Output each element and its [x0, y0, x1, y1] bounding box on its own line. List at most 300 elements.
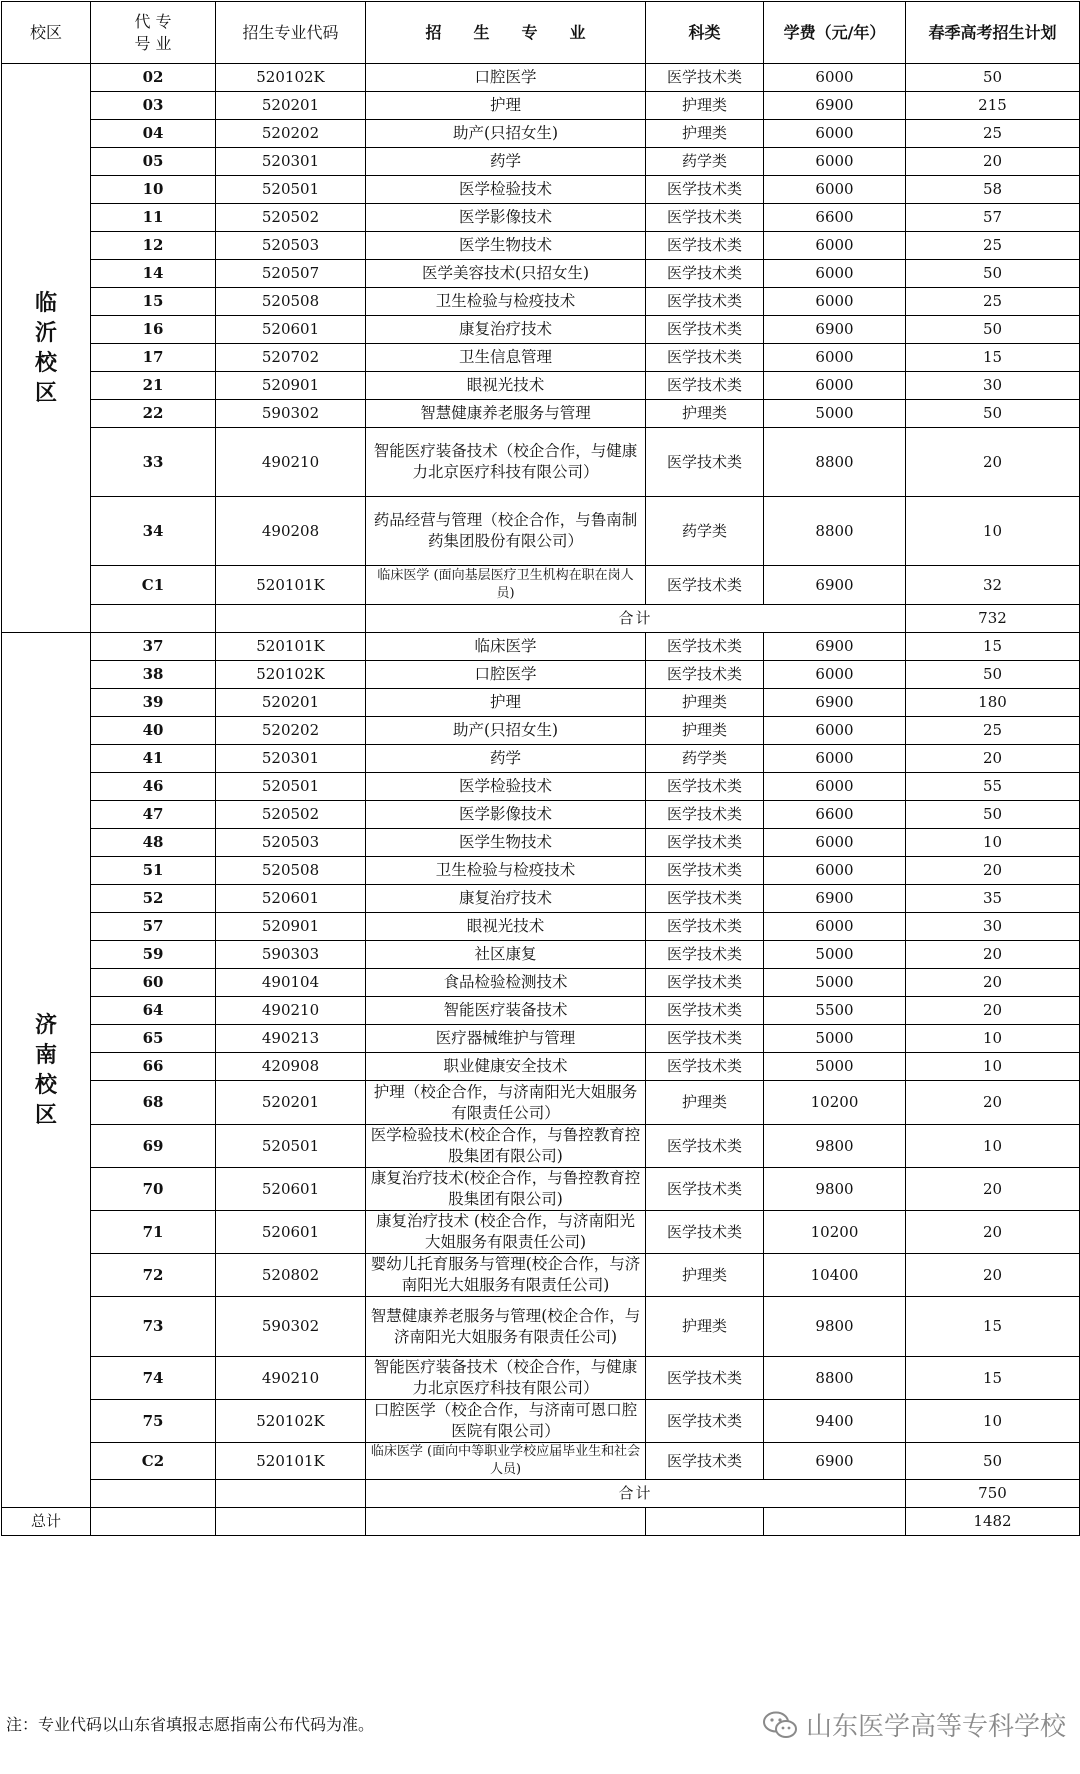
- major-name: 临床医学 (面向基层医疗卫生机构在职在岗人员): [366, 566, 646, 605]
- major-code: 520202: [216, 120, 366, 148]
- category: 护理类: [646, 92, 764, 120]
- campus-name: 临沂校区: [34, 290, 57, 406]
- program-code: 57: [91, 913, 216, 941]
- table-row: [2, 717, 1080, 745]
- category: 医学技术类: [646, 260, 764, 288]
- program-code: 21: [91, 372, 216, 400]
- table-row: [2, 969, 1080, 997]
- subtotal-empty-code: [91, 605, 216, 633]
- major-code: 520102K: [216, 661, 366, 689]
- plan: 58: [906, 176, 1080, 204]
- major-name: 医学生物技术: [366, 829, 646, 857]
- plan: 50: [906, 316, 1080, 344]
- major-name: 护理: [366, 689, 646, 717]
- program-code: 52: [91, 885, 216, 913]
- plan: 20: [906, 1081, 1080, 1125]
- major-code: 520501: [216, 176, 366, 204]
- plan: 25: [906, 232, 1080, 260]
- tuition: 8800: [764, 428, 906, 497]
- category: 护理类: [646, 1081, 764, 1125]
- major-code: 590302: [216, 400, 366, 428]
- tuition: 6000: [764, 913, 906, 941]
- program-code: 38: [91, 661, 216, 689]
- major-code: 520601: [216, 885, 366, 913]
- tuition: 6000: [764, 857, 906, 885]
- tuition: 6000: [764, 829, 906, 857]
- table-row: [2, 1443, 1080, 1480]
- category: 医学技术类: [646, 661, 764, 689]
- program-code: 75: [91, 1400, 216, 1443]
- category: 药学类: [646, 497, 764, 566]
- major-code: 520702: [216, 344, 366, 372]
- program-code: 05: [91, 148, 216, 176]
- major-name: 医疗器械维护与管理: [366, 1025, 646, 1053]
- major-name: 医学检验技术: [366, 176, 646, 204]
- program-code: 04: [91, 120, 216, 148]
- major-code: 520301: [216, 148, 366, 176]
- tuition: 6000: [764, 344, 906, 372]
- major-name: 智慧健康养老服务与管理(校企合作，与济南阳光大姐服务有限责任公司): [366, 1297, 646, 1357]
- tuition: 9400: [764, 1400, 906, 1443]
- major-name: 药学: [366, 745, 646, 773]
- plan: 50: [906, 661, 1080, 689]
- table-row: [2, 1297, 1080, 1357]
- major-name: 护理: [366, 92, 646, 120]
- plan: 50: [906, 801, 1080, 829]
- major-code: 520502: [216, 801, 366, 829]
- major-name: 职业健康安全技术: [366, 1053, 646, 1081]
- major-name: 康复治疗技术(校企合作，与鲁控教育控股集团有限公司): [366, 1168, 646, 1211]
- tuition: 6900: [764, 566, 906, 605]
- program-code: 39: [91, 689, 216, 717]
- tuition: 6000: [764, 288, 906, 316]
- category: 药学类: [646, 148, 764, 176]
- program-code: 37: [91, 633, 216, 661]
- category: 医学技术类: [646, 857, 764, 885]
- tuition: 6900: [764, 885, 906, 913]
- plan: 50: [906, 64, 1080, 92]
- major-code: 490104: [216, 969, 366, 997]
- tuition: 10200: [764, 1081, 906, 1125]
- major-name: 康复治疗技术: [366, 316, 646, 344]
- program-code: 14: [91, 260, 216, 288]
- table-row: [2, 120, 1080, 148]
- tuition: 6000: [764, 232, 906, 260]
- header-major: 招 生 专 业: [366, 2, 646, 64]
- program-code: C1: [91, 566, 216, 605]
- major-name: 护理（校企合作，与济南阳光大姐服务有限责任公司）: [366, 1081, 646, 1125]
- header-code: [91, 2, 216, 64]
- watermark-text: 山东医学高等专科学校: [805, 1712, 1066, 1742]
- major-name: 康复治疗技术: [366, 885, 646, 913]
- tuition: 6000: [764, 372, 906, 400]
- category: 医学技术类: [646, 344, 764, 372]
- table-row: [2, 913, 1080, 941]
- major-code: 520507: [216, 260, 366, 288]
- program-code: C2: [91, 1443, 216, 1480]
- program-code: 72: [91, 1254, 216, 1297]
- tuition: 6000: [764, 148, 906, 176]
- table-row: [2, 885, 1080, 913]
- category: 医学技术类: [646, 232, 764, 260]
- admission-plan-sheet: [1, 1, 1080, 1536]
- major-code: 520503: [216, 232, 366, 260]
- program-code: 70: [91, 1168, 216, 1211]
- program-code: 11: [91, 204, 216, 232]
- category: 护理类: [646, 400, 764, 428]
- major-name: 临床医学: [366, 633, 646, 661]
- category: 医学技术类: [646, 428, 764, 497]
- major-name: 口腔医学（校企合作，与济南可恩口腔医院有限公司）: [366, 1400, 646, 1443]
- plan: 20: [906, 969, 1080, 997]
- major-name: 婴幼儿托育服务与管理(校企合作，与济南阳光大姐服务有限责任公司): [366, 1254, 646, 1297]
- table-row: [2, 857, 1080, 885]
- table-row: [2, 801, 1080, 829]
- plan: 50: [906, 1443, 1080, 1480]
- category: 医学技术类: [646, 913, 764, 941]
- table-row: [2, 497, 1080, 566]
- major-name: 卫生检验与检疫技术: [366, 857, 646, 885]
- category: 医学技术类: [646, 941, 764, 969]
- major-name: 智能医疗装备技术（校企合作，与健康力北京医疗科技有限公司）: [366, 428, 646, 497]
- table-row: [2, 260, 1080, 288]
- plan: 180: [906, 689, 1080, 717]
- program-code: 68: [91, 1081, 216, 1125]
- plan: 10: [906, 829, 1080, 857]
- category: 护理类: [646, 1254, 764, 1297]
- category: 医学技术类: [646, 1025, 764, 1053]
- major-code: 520601: [216, 316, 366, 344]
- category: 医学技术类: [646, 372, 764, 400]
- category: 护理类: [646, 120, 764, 148]
- major-code: 490210: [216, 997, 366, 1025]
- major-name: 医学生物技术: [366, 232, 646, 260]
- program-code: 51: [91, 857, 216, 885]
- campus-name: 济南校区: [34, 1012, 57, 1128]
- tuition: 6900: [764, 633, 906, 661]
- major-code: 520601: [216, 1168, 366, 1211]
- header-plan: 春季高考招生计划: [906, 2, 1080, 64]
- major-code: 590302: [216, 1297, 366, 1357]
- tuition: 5000: [764, 941, 906, 969]
- table-row: [2, 64, 1080, 92]
- table-row: [2, 232, 1080, 260]
- major-code: 520601: [216, 1211, 366, 1254]
- major-code: 520101K: [216, 1443, 366, 1480]
- tuition: 5000: [764, 400, 906, 428]
- subtotal-label: 合计: [366, 1480, 906, 1508]
- major-name: 卫生信息管理: [366, 344, 646, 372]
- table-row: [2, 316, 1080, 344]
- plan: 55: [906, 773, 1080, 801]
- plan: 30: [906, 913, 1080, 941]
- program-code: 60: [91, 969, 216, 997]
- header-row: [2, 2, 1080, 64]
- plan: 15: [906, 633, 1080, 661]
- program-code: 15: [91, 288, 216, 316]
- major-name: 医学美容技术(只招女生): [366, 260, 646, 288]
- table-row: [2, 1211, 1080, 1254]
- tuition: 9800: [764, 1168, 906, 1211]
- category: 医学技术类: [646, 1357, 764, 1400]
- major-name: 助产(只招女生): [366, 717, 646, 745]
- tuition: 6900: [764, 1443, 906, 1480]
- table-row: [2, 1357, 1080, 1400]
- table-row: [2, 428, 1080, 497]
- major-name: 医学检验技术: [366, 773, 646, 801]
- table-row: [2, 1168, 1080, 1211]
- plan: 20: [906, 428, 1080, 497]
- major-name: 医学影像技术: [366, 801, 646, 829]
- tuition: 6000: [764, 661, 906, 689]
- major-code: 520101K: [216, 566, 366, 605]
- plan: 20: [906, 941, 1080, 969]
- watermark: [762, 1706, 1066, 1743]
- major-code: 520901: [216, 913, 366, 941]
- table-row: [2, 745, 1080, 773]
- table-row: [2, 1400, 1080, 1443]
- major-code: 520101K: [216, 633, 366, 661]
- subtotal-row: [2, 605, 1080, 633]
- category: 医学技术类: [646, 1125, 764, 1168]
- major-name: 口腔医学: [366, 64, 646, 92]
- grand-total-empty-5: [764, 1508, 906, 1536]
- major-code: 520502: [216, 204, 366, 232]
- category: 医学技术类: [646, 316, 764, 344]
- program-code: 41: [91, 745, 216, 773]
- major-code: 520201: [216, 92, 366, 120]
- major-name: 口腔医学: [366, 661, 646, 689]
- major-name: 医学检验技术(校企合作，与鲁控教育控股集团有限公司): [366, 1125, 646, 1168]
- category: 医学技术类: [646, 1400, 764, 1443]
- plan: 20: [906, 1211, 1080, 1254]
- program-code: 34: [91, 497, 216, 566]
- subtotal-empty-major-code: [216, 605, 366, 633]
- program-code: 65: [91, 1025, 216, 1053]
- plan: 20: [906, 997, 1080, 1025]
- plan: 10: [906, 1125, 1080, 1168]
- plan: 50: [906, 400, 1080, 428]
- admission-plan-table: [1, 1, 1080, 1536]
- major-code: 490213: [216, 1025, 366, 1053]
- grand-total-empty-2: [216, 1508, 366, 1536]
- subtotal-value: 750: [906, 1480, 1080, 1508]
- tuition: 9800: [764, 1125, 906, 1168]
- category: 护理类: [646, 717, 764, 745]
- tuition: 5000: [764, 969, 906, 997]
- program-code: 69: [91, 1125, 216, 1168]
- category: 护理类: [646, 689, 764, 717]
- major-code: 520508: [216, 857, 366, 885]
- subtotal-value: 732: [906, 605, 1080, 633]
- plan: 20: [906, 1254, 1080, 1297]
- category: 医学技术类: [646, 633, 764, 661]
- tuition: 6000: [764, 64, 906, 92]
- program-code: 71: [91, 1211, 216, 1254]
- major-code: 490210: [216, 1357, 366, 1400]
- category: 医学技术类: [646, 997, 764, 1025]
- major-name: 医学影像技术: [366, 204, 646, 232]
- category: 护理类: [646, 1297, 764, 1357]
- program-code: 46: [91, 773, 216, 801]
- subtotal-empty-major-code: [216, 1480, 366, 1508]
- category: 医学技术类: [646, 773, 764, 801]
- plan: 10: [906, 1025, 1080, 1053]
- table-row: [2, 400, 1080, 428]
- footer-note: 注：专业代码以山东省填报志愿指南公布代码为准。: [6, 1717, 375, 1734]
- table-row: [2, 176, 1080, 204]
- major-name: 眼视光技术: [366, 913, 646, 941]
- subtotal-row: [2, 1480, 1080, 1508]
- major-name: 社区康复: [366, 941, 646, 969]
- header-tuition: 学费（元/年）: [764, 2, 906, 64]
- major-name: 智慧健康养老服务与管理: [366, 400, 646, 428]
- major-code: 590303: [216, 941, 366, 969]
- plan: 30: [906, 372, 1080, 400]
- category: 医学技术类: [646, 969, 764, 997]
- subtotal-empty-code: [91, 1480, 216, 1508]
- program-code: 17: [91, 344, 216, 372]
- table-row: [2, 1125, 1080, 1168]
- program-code: 40: [91, 717, 216, 745]
- plan: 25: [906, 288, 1080, 316]
- plan: 57: [906, 204, 1080, 232]
- tuition: 6000: [764, 745, 906, 773]
- major-code: 520501: [216, 1125, 366, 1168]
- major-name: 智能医疗装备技术: [366, 997, 646, 1025]
- tuition: 6900: [764, 92, 906, 120]
- tuition: 8800: [764, 497, 906, 566]
- tuition: 6600: [764, 801, 906, 829]
- tuition: 6000: [764, 773, 906, 801]
- category: 医学技术类: [646, 1053, 764, 1081]
- campus-cell-linyi: [2, 64, 91, 633]
- table-row: [2, 1081, 1080, 1125]
- program-code: 10: [91, 176, 216, 204]
- major-name: 临床医学 (面向中等职业学校应届毕业生和社会人员): [366, 1443, 646, 1480]
- tuition: 8800: [764, 1357, 906, 1400]
- tuition: 6000: [764, 260, 906, 288]
- plan: 20: [906, 148, 1080, 176]
- header-major-code: 招生专业代码: [216, 2, 366, 64]
- header-code-line1: 代 专: [134, 11, 172, 31]
- table-row: [2, 148, 1080, 176]
- plan: 10: [906, 497, 1080, 566]
- program-code: 02: [91, 64, 216, 92]
- major-code: 520102K: [216, 64, 366, 92]
- table-row: [2, 288, 1080, 316]
- category: 医学技术类: [646, 1443, 764, 1480]
- major-code: 520201: [216, 689, 366, 717]
- program-code: 22: [91, 400, 216, 428]
- tuition: 5000: [764, 1025, 906, 1053]
- grand-total-label: 总计: [2, 1508, 91, 1536]
- grand-total-empty-1: [91, 1508, 216, 1536]
- table-row: [2, 829, 1080, 857]
- major-code: 520503: [216, 829, 366, 857]
- program-code: 12: [91, 232, 216, 260]
- plan: 32: [906, 566, 1080, 605]
- program-code: 33: [91, 428, 216, 497]
- category: 医学技术类: [646, 204, 764, 232]
- program-code: 47: [91, 801, 216, 829]
- program-code: 74: [91, 1357, 216, 1400]
- program-code: 59: [91, 941, 216, 969]
- table-row: [2, 1053, 1080, 1081]
- major-name: 智能医疗装备技术（校企合作，与健康力北京医疗科技有限公司）: [366, 1357, 646, 1400]
- major-code: 520102K: [216, 1400, 366, 1443]
- table-row: [2, 997, 1080, 1025]
- major-code: 490210: [216, 428, 366, 497]
- category: 医学技术类: [646, 1211, 764, 1254]
- table-row: [2, 204, 1080, 232]
- major-code: 420908: [216, 1053, 366, 1081]
- tuition: 6000: [764, 176, 906, 204]
- table-body: [2, 64, 1080, 1536]
- major-code: 520508: [216, 288, 366, 316]
- header-category: 科类: [646, 2, 764, 64]
- major-code: 520301: [216, 745, 366, 773]
- plan: 35: [906, 885, 1080, 913]
- program-code: 48: [91, 829, 216, 857]
- grand-total-row: [2, 1508, 1080, 1536]
- major-code: 520201: [216, 1081, 366, 1125]
- plan: 15: [906, 344, 1080, 372]
- category: 医学技术类: [646, 1168, 764, 1211]
- plan: 15: [906, 1297, 1080, 1357]
- grand-total-empty-3: [366, 1508, 646, 1536]
- major-code: 520202: [216, 717, 366, 745]
- wechat-icon: [762, 1710, 798, 1740]
- category: 医学技术类: [646, 801, 764, 829]
- plan: 215: [906, 92, 1080, 120]
- major-name: 康复治疗技术 (校企合作，与济南阳光大姐服务有限责任公司): [366, 1211, 646, 1254]
- plan: 20: [906, 1168, 1080, 1211]
- program-code: 66: [91, 1053, 216, 1081]
- table-row: [2, 566, 1080, 605]
- category: 医学技术类: [646, 64, 764, 92]
- header-code-line2: 号 业: [134, 33, 172, 53]
- plan: 50: [906, 260, 1080, 288]
- tuition: 10400: [764, 1254, 906, 1297]
- major-name: 药品经营与管理（校企合作，与鲁南制药集团股份有限公司）: [366, 497, 646, 566]
- major-code: 520901: [216, 372, 366, 400]
- category: 医学技术类: [646, 885, 764, 913]
- footer: [6, 1708, 1076, 1742]
- tuition: 6600: [764, 204, 906, 232]
- table-row: [2, 689, 1080, 717]
- category: 药学类: [646, 745, 764, 773]
- plan: 10: [906, 1400, 1080, 1443]
- grand-total-value: 1482: [906, 1508, 1080, 1536]
- table-row: [2, 344, 1080, 372]
- major-code: 490208: [216, 497, 366, 566]
- table-row: [2, 92, 1080, 120]
- category: 医学技术类: [646, 829, 764, 857]
- tuition: 6900: [764, 316, 906, 344]
- major-name: 助产(只招女生): [366, 120, 646, 148]
- program-code: 73: [91, 1297, 216, 1357]
- program-code: 03: [91, 92, 216, 120]
- grand-total-empty-4: [646, 1508, 764, 1536]
- table-row: [2, 773, 1080, 801]
- category: 医学技术类: [646, 566, 764, 605]
- plan: 25: [906, 717, 1080, 745]
- tuition: 5500: [764, 997, 906, 1025]
- tuition: 9800: [764, 1297, 906, 1357]
- tuition: 6900: [764, 689, 906, 717]
- plan: 20: [906, 745, 1080, 773]
